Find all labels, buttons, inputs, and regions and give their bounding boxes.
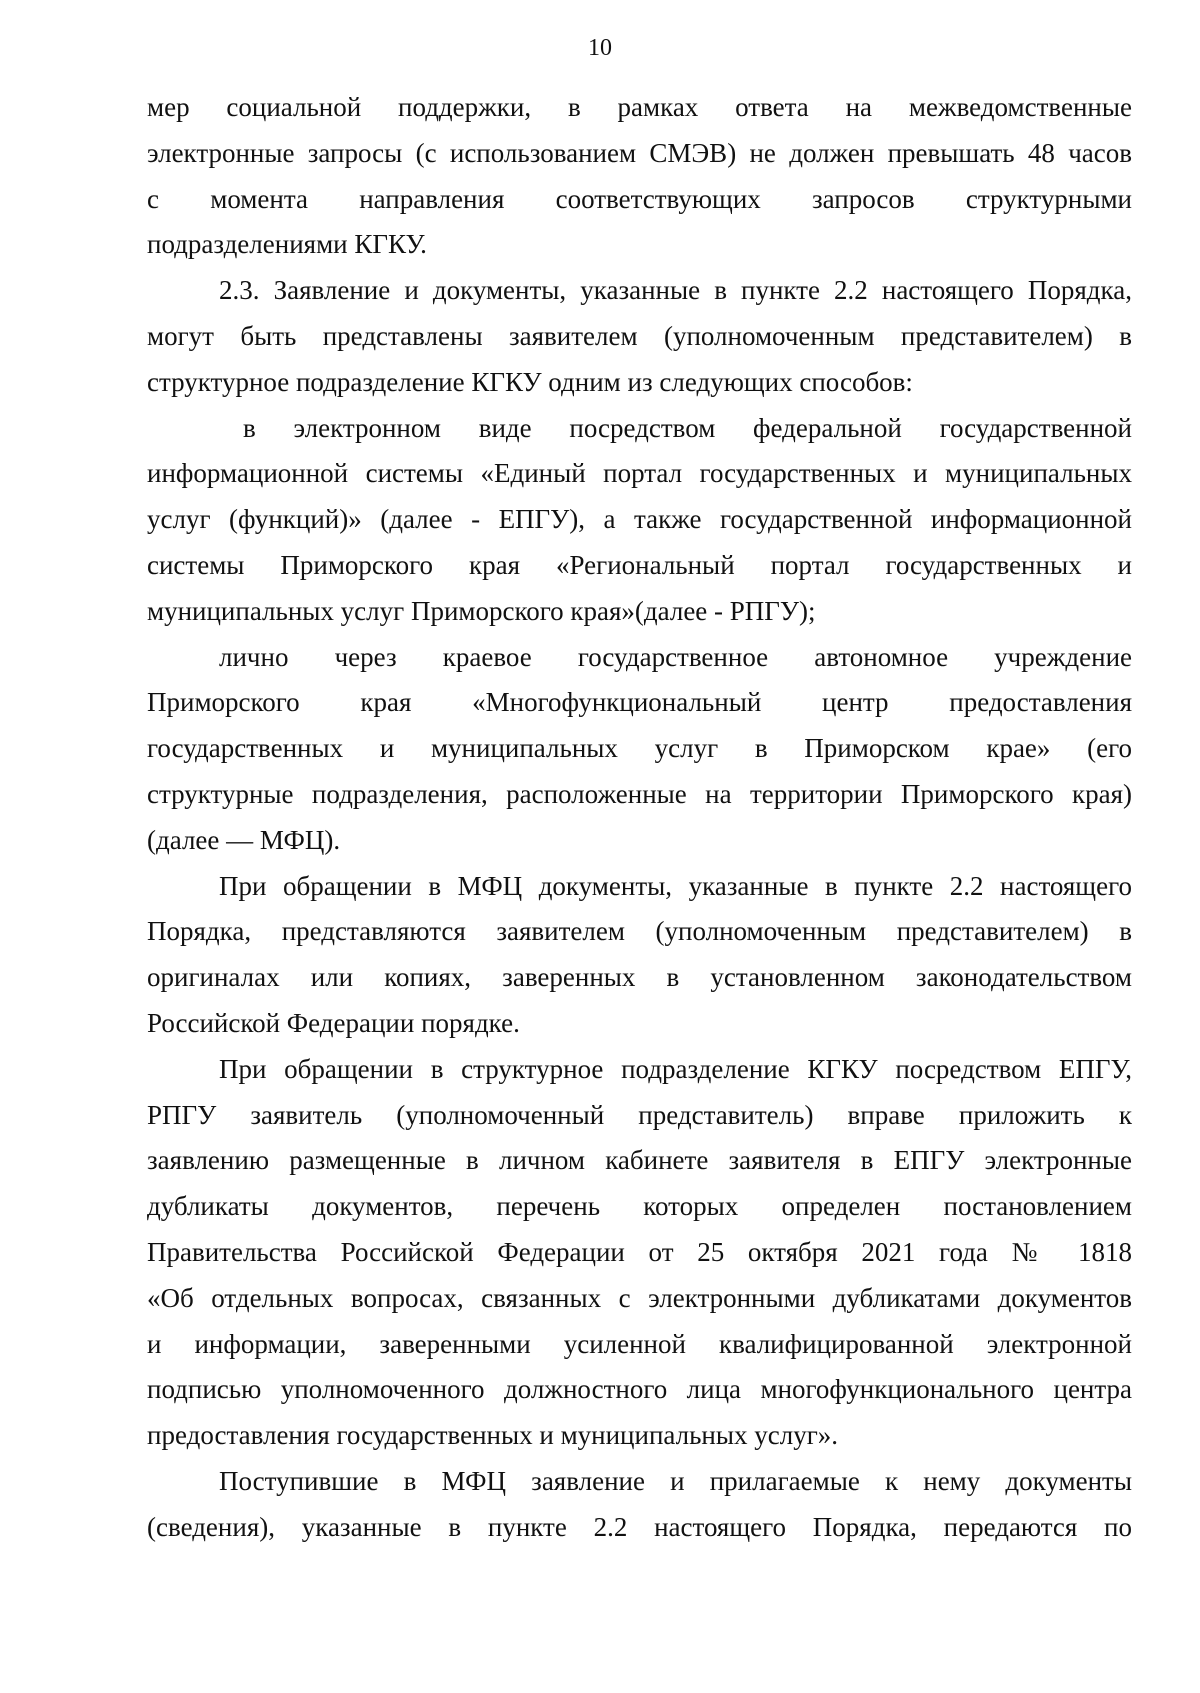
text-line: и информации, заверенными усиленной квалифицированной электронной xyxy=(147,1328,1132,1359)
text-line: оригиналах или копиях, заверенных в установленном законодательством xyxy=(147,962,1132,993)
text-line: Российской Федерации порядке. xyxy=(147,1007,520,1038)
text-line: электронные запросы (с использованием СМЭВ) не должен превышать 48 часов xyxy=(147,137,1132,168)
text-line: информационной системы «Единый портал государственных и муниципальных xyxy=(147,458,1132,489)
text-line: дубликаты документов, перечень которых определен постановлением xyxy=(147,1191,1132,1222)
text-line: с момента направления соответствующих запросов структурными xyxy=(147,183,1132,214)
document-body xyxy=(147,85,1132,1551)
text-line: заявлению размещенные в личном кабинете заявителя в ЕПГУ электронные xyxy=(147,1145,1132,1176)
text-line: предоставления государственных и муниципальных услуг». xyxy=(147,1420,839,1451)
text-line: При обращении в МФЦ документы, указанные в пункте 2.2 настоящего xyxy=(219,870,1132,901)
text-line: государственных и муниципальных услуг в Приморском крае» (его xyxy=(147,733,1132,764)
text-line: структурные подразделения, расположенные на территории Приморского края) xyxy=(147,778,1132,809)
text-line: услуг (функций)» (далее - ЕПГУ), а также государственной информационной xyxy=(147,504,1132,535)
page-number: 10 xyxy=(588,35,612,61)
text-line: (далее — МФЦ). xyxy=(147,824,341,855)
text-line: лично через краевое государственное автономное учреждение xyxy=(219,641,1132,672)
text-line: мер социальной поддержки, в рамках ответа на межведомственные xyxy=(147,92,1132,122)
text-line: Приморского края «Многофункциональный центр предоставления xyxy=(147,687,1132,718)
text-line: системы Приморского края «Региональный портал государственных и xyxy=(147,549,1132,580)
text-line: «Об отдельных вопросах, связанных с электронными дубликатами документов xyxy=(147,1282,1132,1313)
paragraph xyxy=(147,85,1132,268)
paragraph xyxy=(147,864,1132,1047)
paragraph xyxy=(147,406,1132,635)
paragraph xyxy=(147,1047,1132,1459)
text-line: структурное подразделение КГКУ одним из следующих способов: xyxy=(147,366,913,397)
text-line: подразделениями КГКУ. xyxy=(147,229,427,260)
text-line: 2.3. Заявление и документы, указанные в пункте 2.2 настоящего Порядка, xyxy=(219,275,1132,306)
text-line: РПГУ заявитель (уполномоченный представитель) вправе приложить к xyxy=(147,1099,1132,1130)
text-line: (сведения), указанные в пункте 2.2 настоящего Порядка, передаются по xyxy=(147,1511,1132,1542)
text-line: При обращении в структурное подразделение КГКУ посредством ЕПГУ, xyxy=(219,1053,1132,1084)
text-line: могут быть представлены заявителем (уполномоченным представителем) в xyxy=(147,320,1132,351)
text-line: подписью уполномоченного должностного лица многофункционального центра xyxy=(147,1374,1132,1405)
paragraph xyxy=(147,635,1132,864)
text-line: в электронном виде посредством федеральной государственной xyxy=(243,412,1132,443)
text-line: Порядка, представляются заявителем (уполномоченным представителем) в xyxy=(147,916,1132,947)
text-line: муниципальных услуг Приморского края»(далее - РПГУ); xyxy=(147,595,816,626)
text-line: Правительства Российской Федерации от 25 октября 2021 года № 1818 xyxy=(147,1236,1132,1267)
paragraph xyxy=(147,268,1132,405)
text-line: Поступившие в МФЦ заявление и прилагаемые к нему документы xyxy=(219,1465,1132,1496)
paragraph xyxy=(147,1459,1132,1551)
